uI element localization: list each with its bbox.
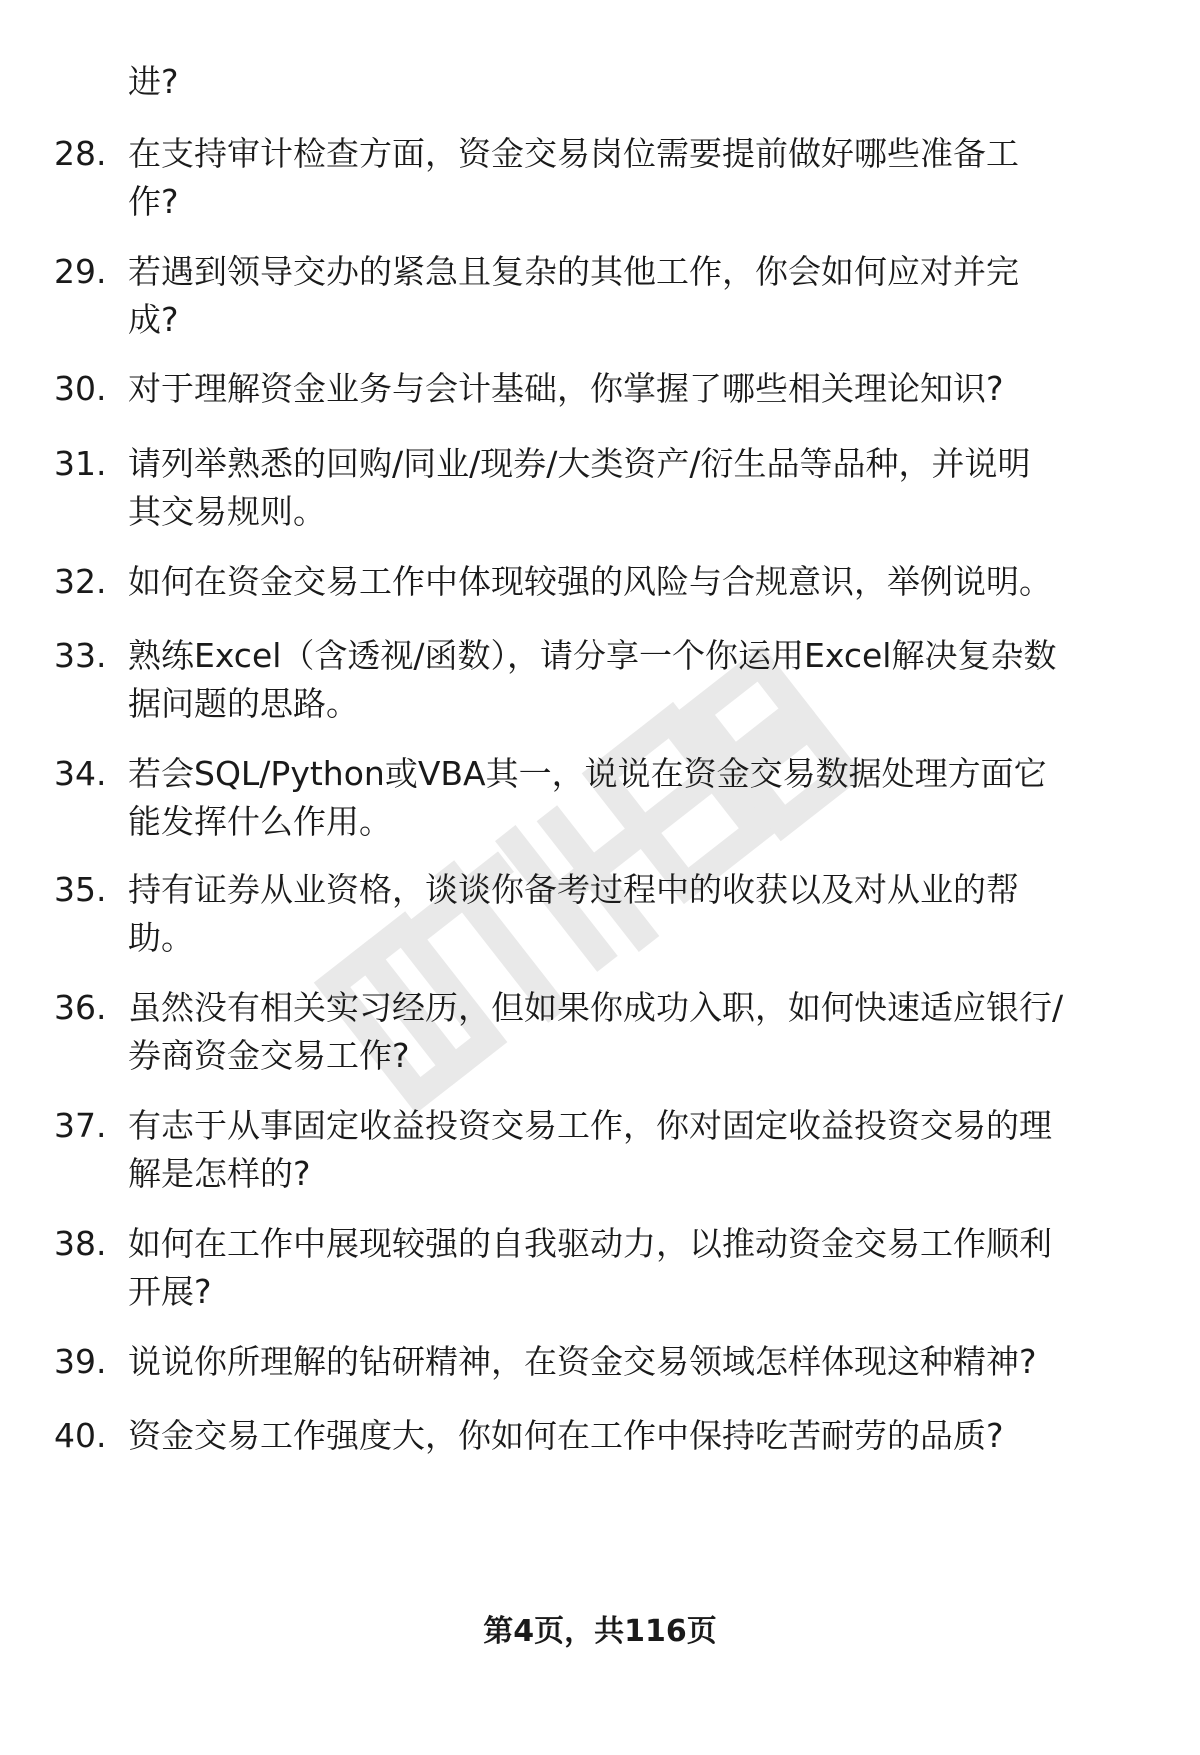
question-text	[128, 130, 1148, 226]
question-text	[128, 1338, 1148, 1386]
question-number: 39.	[54, 1342, 107, 1381]
question-text-line: 持有证券从业资格，谈谈你备考过程中的收获以及对从业的帮	[128, 870, 1019, 909]
question-text	[128, 1102, 1148, 1198]
question-text	[128, 1220, 1148, 1316]
question-text-line: 助。	[128, 918, 194, 957]
question-text	[128, 750, 1148, 846]
question-text-line: 开展?	[128, 1272, 212, 1311]
question-number: 32.	[54, 562, 107, 601]
question-text-line: 能发挥什么作用。	[128, 802, 392, 841]
question-text-line: 成?	[128, 300, 179, 339]
question-text-line: 熟练Excel（含透视/函数），请分享一个你运用Excel解决复杂数	[128, 636, 1057, 675]
question-text-line: 据问题的思路。	[128, 684, 359, 723]
question-number: 38.	[54, 1224, 107, 1263]
question-text	[128, 365, 1148, 413]
question-text	[128, 1412, 1148, 1460]
question-number: 29.	[54, 252, 107, 291]
question-text-line: 解是怎样的?	[128, 1154, 311, 1193]
question-text-line: 资金交易工作强度大，你如何在工作中保持吃苦耐劳的品质?	[128, 1416, 1004, 1455]
question-text-line: 对于理解资金业务与会计基础，你掌握了哪些相关理论知识?	[128, 369, 1004, 408]
question-number: 31.	[54, 444, 107, 483]
question-text-line: 有志于从事固定收益投资交易工作，你对固定收益投资交易的理	[128, 1106, 1052, 1145]
continuation-line: 进?	[128, 62, 179, 101]
question-number: 40.	[54, 1416, 107, 1455]
question-text	[128, 866, 1148, 962]
question-text	[128, 558, 1148, 606]
question-text-line: 如何在资金交易工作中体现较强的风险与合规意识，举例说明。	[128, 562, 1052, 601]
question-number: 34.	[54, 754, 107, 793]
question-text	[128, 984, 1148, 1080]
question-number: 35.	[54, 870, 107, 909]
question-text-line: 若遇到领导交办的紧急且复杂的其他工作，你会如何应对并完	[128, 252, 1019, 291]
question-text-line: 作?	[128, 182, 179, 221]
page-footer: 第4页，共116页	[483, 1614, 717, 1649]
question-number: 33.	[54, 636, 107, 675]
question-text	[128, 248, 1148, 344]
question-text-line: 虽然没有相关实习经历，但如果你成功入职，如何快速适应银行/	[128, 988, 1064, 1027]
question-text-line: 如何在工作中展现较强的自我驱动力，以推动资金交易工作顺利	[128, 1224, 1052, 1263]
question-text-line: 券商资金交易工作?	[128, 1036, 410, 1075]
question-text-line: 其交易规则。	[128, 492, 326, 531]
question-text-line: 请列举熟悉的回购/同业/现券/大类资产/衍生品等品种，并说明	[128, 444, 1031, 483]
question-number: 37.	[54, 1106, 107, 1145]
question-text	[128, 440, 1148, 536]
question-text-line: 说说你所理解的钻研精神，在资金交易领域怎样体现这种精神?	[128, 1342, 1037, 1381]
question-text-line: 若会SQL/Python或VBA其一，说说在资金交易数据处理方面它	[128, 754, 1047, 793]
question-text-line: 在支持审计检查方面，资金交易岗位需要提前做好哪些准备工	[128, 134, 1019, 173]
question-text	[128, 632, 1148, 728]
question-number: 30.	[54, 369, 107, 408]
question-number: 36.	[54, 988, 107, 1027]
question-number: 28.	[54, 134, 107, 173]
